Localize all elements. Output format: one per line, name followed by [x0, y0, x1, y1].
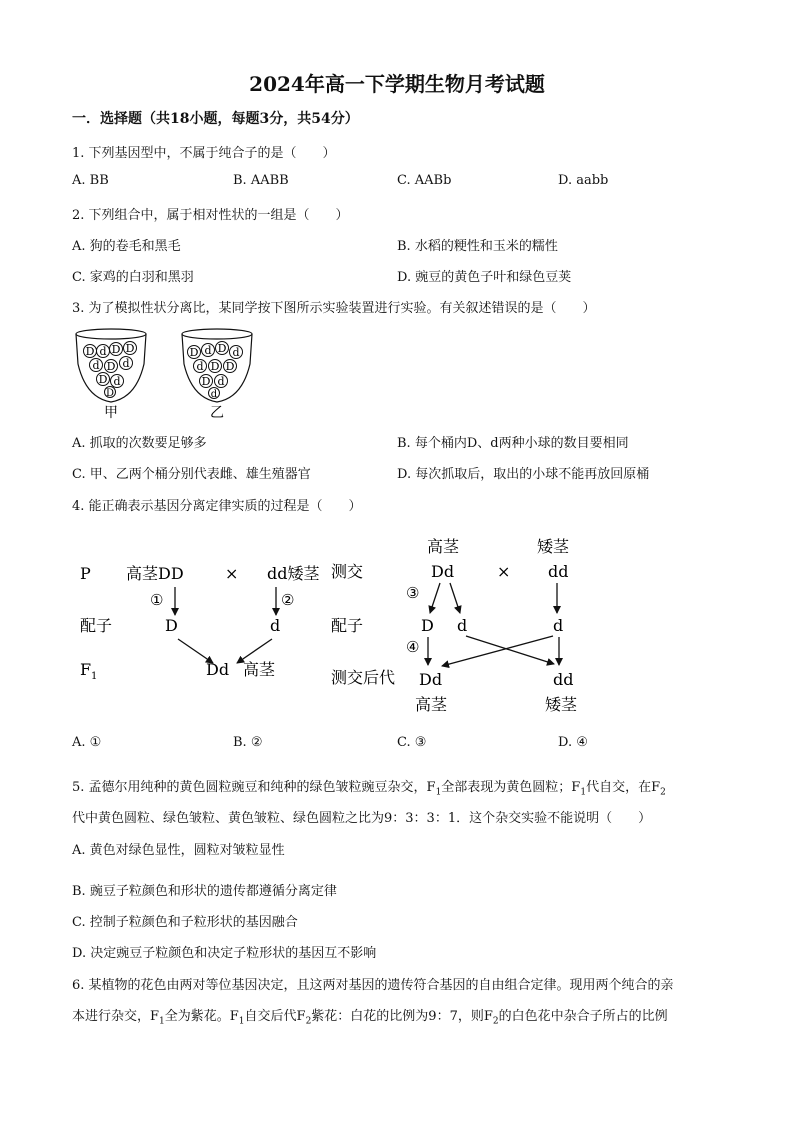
ball-d-upper: D [85, 345, 95, 358]
ball-d-upper: D [98, 373, 108, 386]
q3-option-c[interactable]: C. 甲、乙两个桶分别代表雌、雄生殖器官 [72, 467, 311, 482]
test-gamete-d-lower-2: d [553, 616, 564, 635]
marker-2: ② [281, 591, 295, 609]
ball-d-upper: D [106, 360, 116, 373]
ball-d-lower: d [210, 389, 218, 400]
label-offspring: 测交后代 [331, 668, 396, 687]
f1-genotype: Dd [206, 660, 230, 679]
arrow-4b [466, 636, 554, 664]
ball-d-lower: d [122, 357, 130, 370]
question-5-stem-line2: 代中黄色圆粒、绿色皱粒、黄色皱粒、绿色圆粒之比为9：3：3：1．这个杂交实验不能说明（ ） [72, 811, 652, 826]
q5-option-c[interactable]: C. 控制子粒颜色和子粒形状的基因融合 [72, 915, 298, 930]
cross-diagram [0, 525, 794, 725]
q2-option-b[interactable]: B. 水稻的粳性和玉米的糯性 [397, 239, 558, 254]
offspring-2: dd [553, 670, 574, 689]
q1-option-a[interactable]: A. BB [72, 173, 109, 188]
ball-d-lower: d [232, 346, 240, 359]
ball-d-upper: D [189, 346, 199, 359]
page-title: 2024年高一下学期生物月考试题 [249, 72, 545, 96]
arrow-3b [450, 583, 460, 613]
q5-option-d[interactable]: D. 决定豌豆子粒颜色和决定子粒形状的基因互不影响 [72, 946, 377, 961]
question-2-stem: 2. 下列组合中，属于相对性状的一组是（ ） [72, 208, 349, 223]
ball-d-lower: d [113, 375, 121, 388]
test-gamete-d-upper: D [421, 616, 434, 635]
q3-option-d[interactable]: D. 每次抓取后，取出的小球不能再放回原桶 [397, 467, 650, 482]
marker-1: ① [150, 591, 164, 609]
ball-d-lower: D [225, 360, 235, 373]
q1-option-b[interactable]: B. AABB [233, 173, 289, 188]
q5-option-b[interactable]: B. 豌豆子粒颜色和形状的遗传都遵循分离定律 [72, 884, 337, 899]
q3-option-b[interactable]: B. 每个桶内D、d两种小球的数目要相同 [397, 436, 629, 451]
offspring-2-trait: 矮茎 [545, 695, 578, 714]
question-3-stem: 3. 为了模拟性状分离比，某同学按下图所示实验装置进行实验。有关叙述错误的是（ ） [72, 301, 596, 316]
arrow-3a [430, 583, 440, 613]
bucket-jia [76, 329, 146, 420]
cross-symbol-right: × [497, 562, 511, 581]
ball-d-upper: D [210, 360, 220, 373]
ball-d-lower: d [99, 345, 107, 358]
question-4-stem: 4. 能正确表示基因分离定律实质的过程是（ ） [72, 499, 362, 514]
ball-d-upper: D [111, 343, 121, 356]
ball-d-lower: d [196, 360, 204, 373]
label-p: P [80, 564, 91, 583]
bucket-label-yi: 乙 [210, 405, 224, 420]
question-6-stem-line1: 6. 某植物的花色由两对等位基因决定，且这两对基因的遗传符合基因的自由组合定律。现用两个纯合的亲 [72, 978, 674, 993]
test-parent2-trait: 矮茎 [537, 537, 570, 556]
label-f1: F [80, 660, 92, 679]
question-6-stem-line2: 本进行杂交，$F_1$全为紫花。$F_1$自交后代$F_2$紫花：白花的比例为9：7，则$F_2$的白色花中杂合子所占的比例 [72, 1009, 668, 1027]
q5-option-a[interactable]: A. 黄色对绿色显性，圆粒对皱粒显性 [72, 843, 285, 858]
marker-3: ③ [406, 584, 420, 602]
q1-option-c[interactable]: C. AABb [397, 173, 452, 188]
q4-option-a[interactable]: A. ① [72, 735, 102, 750]
test-gamete-d-lower: d [457, 616, 468, 635]
offspring-1-trait: 高茎 [415, 695, 448, 714]
label-gamete-left: 配子 [80, 616, 113, 635]
gamete-d-lower: d [270, 616, 281, 635]
q2-option-c[interactable]: C. 家鸡的白羽和黑羽 [72, 270, 194, 285]
bucket-yi [182, 329, 252, 420]
test-parent1: Dd [431, 562, 455, 581]
ball-d-lower: d [92, 359, 100, 372]
arrow-4c [442, 636, 553, 666]
q1-option-d[interactable]: D. aabb [558, 173, 609, 188]
q4-option-b[interactable]: B. ② [233, 735, 263, 750]
q3-option-a[interactable]: A. 抓取的次数要足够多 [72, 436, 207, 451]
question-5-stem-line1: 5. 孟德尔用纯种的黄色圆粒豌豆和纯种的绿色皱粒豌豆杂交，$F_1$全部表现为黄色圆粒；$F_1$代自交，在$F_2$ [72, 780, 666, 798]
ball-d-upper: D [201, 375, 211, 388]
ball-d-upper: D [105, 388, 115, 399]
gamete-d-upper: D [165, 616, 178, 635]
offspring-1: Dd [419, 670, 443, 689]
ball-d-lower: d [217, 375, 225, 388]
parent-tall-dd: 高茎DD [126, 564, 184, 583]
section-heading: 一．选择题（共18小题，每题3分，共54分） [72, 111, 359, 127]
f1-trait: 高茎 [243, 660, 276, 679]
cross-symbol: × [225, 564, 239, 583]
ball-d-lower: d [204, 344, 212, 357]
q2-option-d[interactable]: D. 豌豆的黄色子叶和绿色豆荚 [397, 270, 572, 285]
q2-option-a[interactable]: A. 狗的卷毛和黑毛 [72, 239, 181, 254]
bucket-diagram [70, 326, 260, 420]
q4-option-c[interactable]: C. ③ [397, 735, 427, 750]
question-1-stem: 1. 下列基因型中，不属于纯合子的是（ ） [72, 146, 336, 161]
bucket-label-jia: 甲 [104, 405, 118, 420]
q4-option-d[interactable]: D. ④ [558, 735, 588, 750]
ball-d-upper: D [217, 342, 227, 355]
parent-dd-short: dd矮茎 [267, 564, 320, 583]
test-parent2: dd [548, 562, 569, 581]
label-test-cross: 测交 [331, 562, 364, 581]
ball-d-lower: D [125, 342, 135, 355]
test-parent1-trait: 高茎 [427, 537, 460, 556]
marker-4: ④ [406, 638, 420, 656]
label-f1-sub: 1 [91, 671, 98, 682]
label-gamete-right: 配子 [331, 616, 364, 635]
